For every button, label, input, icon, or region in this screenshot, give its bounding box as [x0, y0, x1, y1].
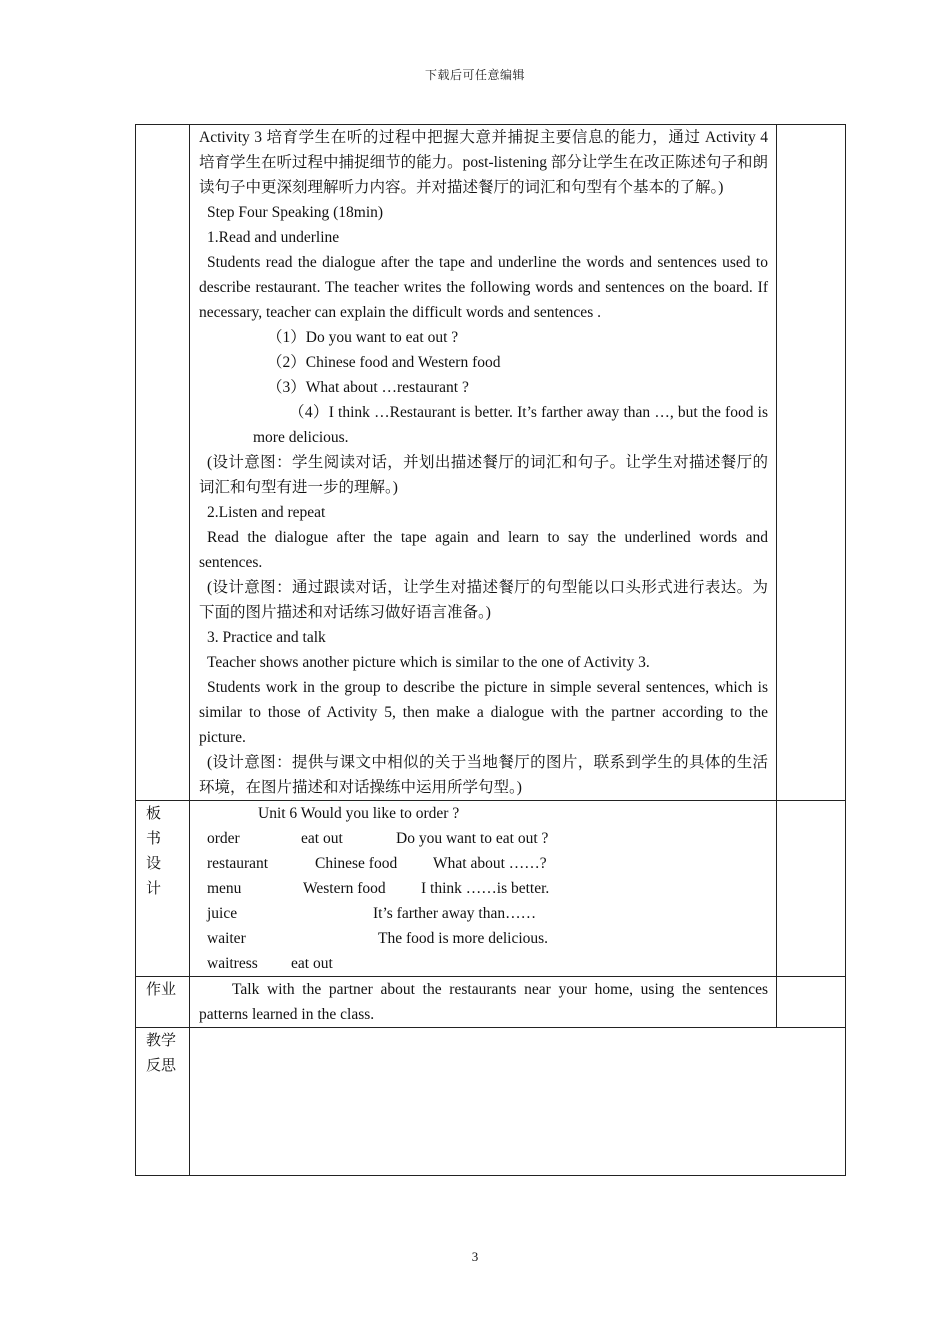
reflection-label-line: 反思 [146, 1056, 177, 1074]
process-label-cell [136, 125, 190, 801]
process-note-cell [777, 125, 846, 801]
process-row [136, 125, 846, 801]
board-design-label-char: 书 [146, 829, 162, 847]
board-design-content-cell [190, 801, 777, 977]
board-word: juice [207, 905, 238, 922]
page-header: 下载后可任意编辑 [424, 68, 525, 82]
board-sentence: I think ……is better. [421, 880, 550, 897]
reflection-content-cell [190, 1028, 846, 1176]
reflection-row [136, 1028, 846, 1176]
board-layout [190, 801, 776, 976]
board-design-label-char: 设 [146, 854, 162, 872]
board-sentence-1: （1）Do you want to eat out ? [267, 329, 459, 346]
homework-label: 作业 [146, 980, 177, 998]
activity-heading: 3. Practice and talk [207, 629, 326, 646]
step-heading: Step Four Speaking (18min) [207, 204, 384, 221]
homework-note-cell [777, 977, 846, 1028]
activity-paragraph: Teacher shows another picture which is similar to the one of Activity 3. [207, 654, 650, 671]
design-intent-paragraph: (设计意图：学生阅读对话，并划出描述餐厅的词汇和句子。让学生对描述餐厅的词汇和句型有进一步的理解。) [199, 454, 768, 496]
board-sentence-3: （3）What about …restaurant ? [267, 379, 469, 396]
board-title: Unit 6 Would you like to order ? [258, 805, 460, 822]
board-word: order [207, 830, 240, 847]
board-design-row [136, 801, 846, 977]
board-sentence: The food is more delicious. [378, 930, 549, 947]
board-word: restaurant [207, 855, 269, 872]
design-intent-paragraph: (设计意图：提供与课文中相似的关于当地餐厅的图片，联系到学生的具体的生活环境，在图片描述和对话操练中运用所学句型。) [199, 754, 768, 796]
activity-heading: 2.Listen and repeat [207, 504, 326, 521]
page-number: 3 [471, 1249, 479, 1264]
design-intent-paragraph: Activity 3 培育学生在听的过程中把握大意并捕捉主要信息的能力，通过 Activity 4 培育学生在听过程中捕捉细节的能力。post-listening 部分让学生在改正陈述句子和朗读句子中更深刻理解听力内容。并对描述餐厅的词汇和句型有个基本的了解。) [199, 129, 768, 196]
homework-content-cell [190, 977, 777, 1028]
board-design-label-char: 板 [146, 804, 162, 822]
board-phrase: eat out [291, 955, 333, 972]
process-content-cell [190, 125, 777, 801]
board-word: waiter [207, 930, 246, 947]
activity-heading: 1.Read and underline [207, 229, 340, 246]
board-sentence: It’s farther away than…… [373, 905, 537, 922]
homework-text: Talk with the partner about the restaurants near your home, using the sentences patterns learned in the class. [199, 981, 768, 1023]
board-word: menu [207, 880, 242, 897]
board-design-note-cell [777, 801, 846, 977]
activity-paragraph: Read the dialogue after the tape again and learn to say the underlined words and sentences. [199, 529, 768, 571]
board-sentence: Do you want to eat out ? [396, 830, 549, 847]
activity-paragraph: Students work in the group to describe the picture in simple several sentences, which is similar to those of Activity 5, then make a dialogue with the partner according to the picture. [199, 679, 768, 746]
design-intent-paragraph: (设计意图：通过跟读对话，让学生对描述餐厅的句型能以口头形式进行表达。为下面的图片描述和对话练习做好语言准备。) [199, 579, 768, 621]
board-sentence: What about ……? [433, 855, 547, 872]
board-design-label-char: 计 [146, 879, 162, 897]
board-sentence-2: （2）Chinese food and Western food [267, 354, 501, 371]
reflection-label-line: 教学 [146, 1031, 177, 1049]
homework-label-cell [136, 977, 190, 1028]
lesson-plan-table [135, 124, 846, 1176]
board-sentence-4: （4）I think …Restaurant is better. It’s farther away than …, but the food is more delicious. [253, 404, 768, 446]
board-phrase: Chinese food [315, 855, 398, 872]
reflection-label-cell [136, 1028, 190, 1176]
homework-row [136, 977, 846, 1028]
activity-paragraph: Students read the dialogue after the tape and underline the words and sentences used to describe restaurant. The teacher writes the following words and sentences on the board. If necessary, teacher can explain the difficult words and sentences . [199, 254, 768, 321]
board-phrase: eat out [301, 830, 343, 847]
board-word: waitress [207, 955, 258, 972]
board-phrase: Western food [303, 880, 386, 897]
board-design-label-cell [136, 801, 190, 977]
